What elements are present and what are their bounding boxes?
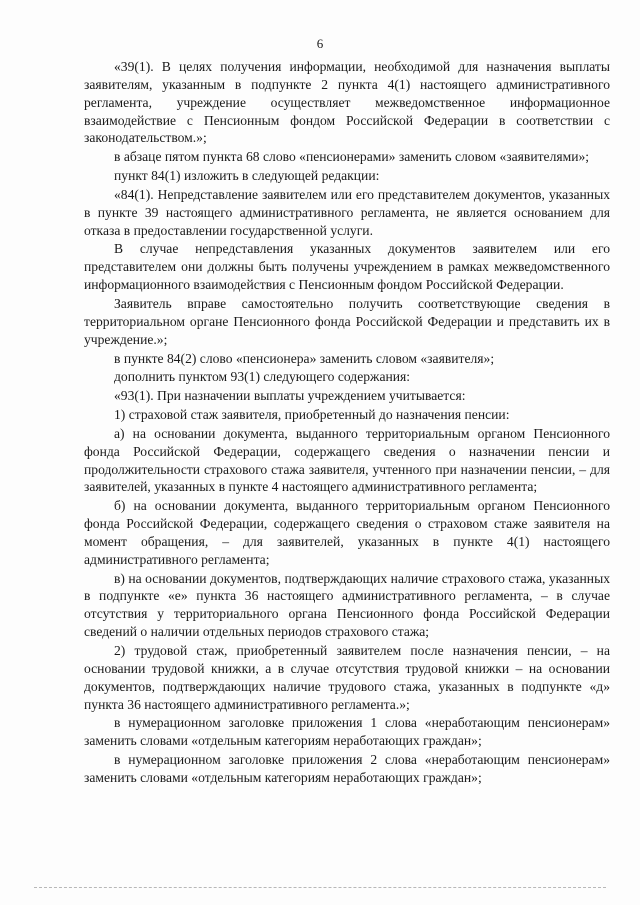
- paragraph-93-1-item-v: в) на основании документов, подтверждающих наличие страхового стажа, указанных в подпункте «е» пункта 36 настоящего административного регламента, – в случае отсутствия у территориального органа Пенсионного фонда Российской Федерации сведений о наличии отдельных периодов страхового стажа;: [84, 570, 610, 640]
- paragraph-appendix-1: в нумерационном заголовке приложения 1 слова «неработающим пенсионерам» заменить словами «отдельным категориям неработающих граждан»;: [84, 715, 610, 749]
- document-body: [84, 58, 610, 787]
- paragraph-93-1-item-a: а) на основании документа, выданного территориальным органом Пенсионного фонда Российской Федерации, содержащего сведения о назначении пенсии и продолжительности страхового стажа заявителя, учтенного при назначении пенсии, – для заявителей, указанных в пункте 4 настоящего административного регламента;: [84, 425, 610, 495]
- paragraph-84-1-second: В случае непредставления указанных документов заявителем или его представителем они должны быть получены учреждением в рамках межведомственного информационного взаимодействия с Пенсионным фондом Российской Федерации.: [84, 241, 610, 293]
- paragraph-93-1-text: «93(1). При назначении выплаты учреждением учитывается:: [114, 388, 466, 404]
- page-number: 6: [316, 36, 324, 51]
- paragraph-93-1-item-b: б) на основании документа, выданного территориальным органом Пенсионного фонда Российской Федерации, содержащего сведения о страховом стаже заявителя на момент обращения, – для заявителей, указанных в пункте 4(1) настоящего административного регламента;: [84, 498, 610, 567]
- paragraph-93-1-item-2: 2) трудовой стаж, приобретенный заявителем после назначения пенсии, – на основании трудовой книжки, а в случае отсутствия трудовой книжки – на основании документов, подтверждающих наличие трудового стажа, указанных в подпункте «д» пункта 36 настоящего административного регламента.»;: [84, 643, 610, 712]
- paragraph-93-1-intro: дополнить пунктом 93(1) следующего содержания:: [114, 369, 411, 385]
- paragraph-84-1-intro: пункт 84(1) изложить в следующей редакции:: [114, 168, 380, 184]
- paragraph-39-1: «39(1). В целях получения информации, необходимой для назначения выплаты заявителям, указанным в подпункте 2 пункта 4(1) настоящего административного регламента, учреждение осуществляет межведомственное информационное взаимодействие с Пенсионным фондом Российской Федерации в соответствии с законодательством.»;: [84, 59, 610, 146]
- paragraph-84-2: в пункте 84(2) слово «пенсионера» заменить словом «заявителя»;: [114, 350, 495, 366]
- paragraph-item-68: в абзаце пятом пункта 68 слово «пенсионерами» заменить словом «заявителями»;: [114, 149, 590, 165]
- paragraph-84-1-third: Заявитель вправе самостоятельно получить соответствующие сведения в территориальном органе Пенсионного фонда Российской Федерации и представить их в учреждение.»;: [84, 295, 610, 347]
- paragraph-appendix-2: в нумерационном заголовке приложения 2 слова «неработающим пенсионерам» заменить словами «отдельным категориям неработающих граждан»;: [84, 752, 610, 785]
- paragraph-84-1-text: «84(1). Непредставление заявителем или его представителем документов, указанных в пункте 39 настоящего административного регламента, не является основанием для отказа в предоставлении государственной услуги.: [84, 186, 610, 238]
- paragraph-93-1-item-1: 1) страховой стаж заявителя, приобретенный до назначения пенсии:: [114, 407, 510, 423]
- bottom-scan-edge: [34, 887, 606, 888]
